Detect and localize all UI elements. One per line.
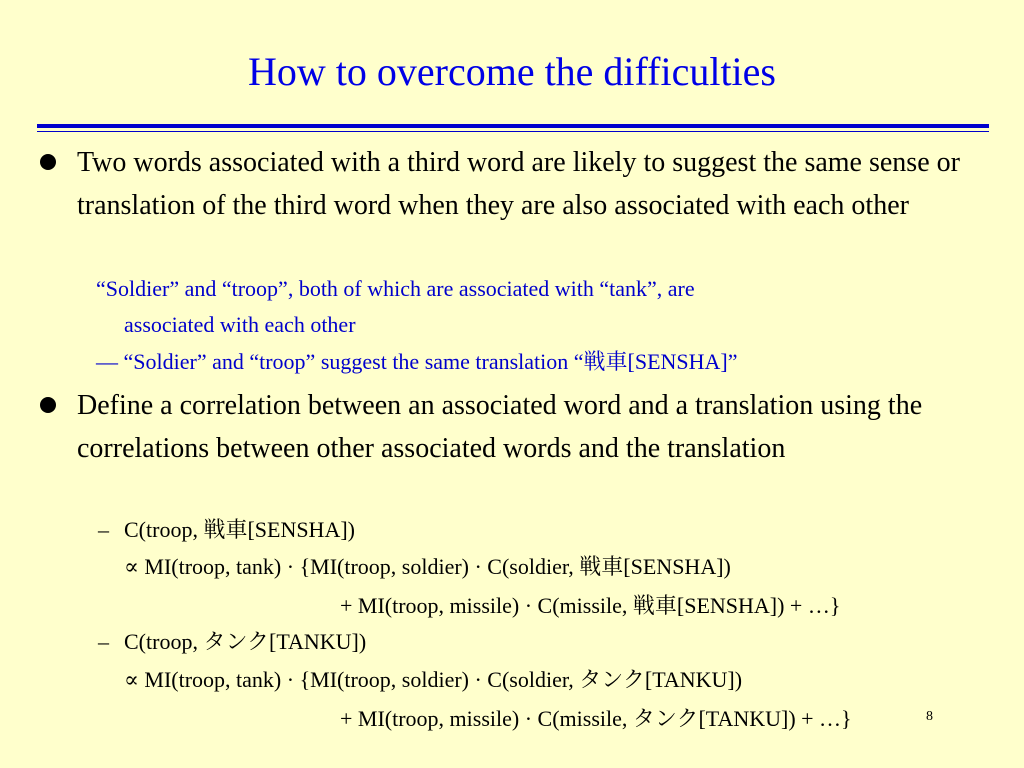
- bullet-text-1: Two words associated with a third word are likely to suggest the same sense or translation of the third word when they are also associated with each other: [77, 147, 960, 221]
- title-underline-thin: [37, 131, 989, 132]
- sub-point-2: — “Soldier” and “troop” suggest the same translation “戦車[SENSHA]”: [96, 349, 738, 374]
- bullet-dot-icon: [40, 397, 56, 413]
- formula-2-line-2: + MI(troop, missile) · C(missile, タンク[TANKU]) + …}: [340, 706, 852, 731]
- bullet-text-2: Define a correlation between an associated word and a translation using the correlations between other associated words and the translation: [77, 390, 923, 464]
- sub-point-1-line-2: associated with each other: [124, 312, 356, 337]
- formula-1-line-1: ∝ MI(troop, tank) · {MI(troop, soldier) · C(soldier, 戦車[SENSHA]): [124, 554, 731, 579]
- sub-point-1-line-1: “Soldier” and “troop”, both of which are associated with “tank”, are: [96, 276, 695, 301]
- slide-title: How to overcome the difficulties: [247, 49, 776, 94]
- formula-2-line-1: ∝ MI(troop, tank) · {MI(troop, soldier) · C(soldier, タンク[TANKU]): [124, 667, 743, 692]
- formula-1-dash: –: [98, 517, 109, 542]
- formula-1-lhs: C(troop, 戦車[SENSHA]): [124, 517, 355, 542]
- formula-2-lhs: C(troop, タンク[TANKU]): [124, 629, 367, 654]
- formula-2-dash: –: [98, 629, 109, 654]
- formula-1-line-2: + MI(troop, missile) · C(missile, 戦車[SENSHA]) + …}: [340, 593, 841, 618]
- title-underline-thick: [37, 124, 989, 128]
- page-number: 8: [926, 709, 933, 724]
- bullet-dot-icon: [40, 154, 56, 170]
